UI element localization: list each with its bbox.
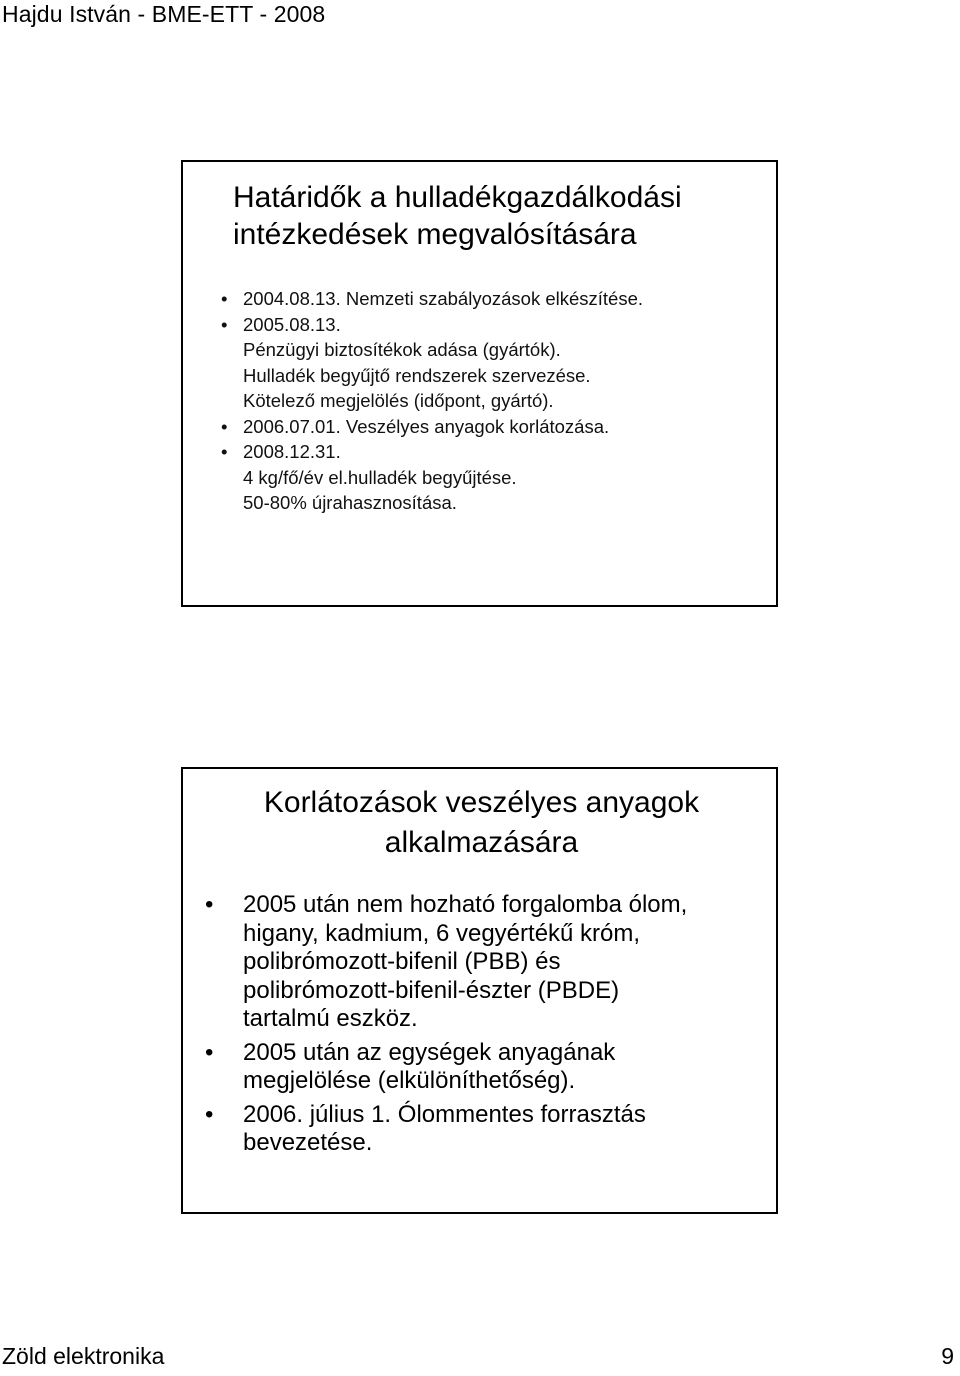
slide-title [183, 783, 780, 863]
bullet-icon: • [221, 415, 228, 437]
item-line: megjelölése (elkülöníthetőség). [243, 1067, 576, 1094]
item-line: polibrómozott-bifenil-észter (PBDE) [243, 976, 620, 1004]
list-item [221, 312, 771, 414]
bullet-icon: • [205, 1038, 214, 1066]
item-line: Pénzügyi biztosítékok adása (gyártók). [243, 339, 561, 360]
slide-title [233, 179, 773, 253]
item-line: 2005.08.13. [243, 313, 341, 335]
list-item [221, 286, 771, 312]
item-line: 4 kg/fő/év el.hulladék begyűjtése. [243, 466, 517, 488]
slide-restrictions [181, 767, 778, 1214]
item-line: bevezetése. [243, 1129, 373, 1156]
list-item [221, 414, 771, 440]
item-line: higany, kadmium, 6 vegyértékű króm, [243, 919, 641, 947]
bullet-list [221, 286, 771, 516]
list-item [205, 891, 765, 1034]
item-line: polibrómozott-bifenil (PBB) és [243, 948, 561, 975]
title-line: Határidők a hulladékgazdálkodási [233, 181, 682, 214]
title-line: intézkedések megvalósítására [233, 218, 637, 251]
title-line: Korlátozások veszélyes anyagok [263, 786, 700, 819]
item-line: 50-80% újrahasznosítása. [243, 492, 457, 513]
list-item [205, 1039, 765, 1096]
title-line: alkalmazására [384, 826, 579, 859]
list-item [205, 1101, 765, 1158]
page-header: Hajdu István - BME-ETT - 2008 [2, 1, 326, 27]
item-line: 2006.07.01. Veszélyes anyagok korlátozása. [243, 415, 610, 437]
bullet-icon: • [205, 1100, 214, 1128]
list-item [221, 439, 771, 516]
item-line: Hulladék begyűjtő rendszerek szervezése. [243, 364, 591, 386]
item-line: 2005 után nem hozható forgalomba ólom, [243, 891, 688, 918]
item-line: Kötelező megjelölés (időpont, gyártó). [243, 390, 554, 411]
bullet-icon: • [221, 288, 228, 309]
item-line: 2008.12.31. [243, 441, 341, 462]
item-line: 2004.08.13. Nemzeti szabályozások elkészítése. [243, 288, 644, 309]
bullet-list [205, 891, 765, 1163]
item-line: 2006. július 1. Ólommentes forrasztás [243, 1100, 646, 1128]
bullet-icon: • [221, 313, 228, 335]
slide-deadlines [181, 160, 778, 607]
bullet-icon: • [221, 441, 228, 462]
item-line: tartalmú eszköz. [243, 1005, 418, 1032]
bullet-icon: • [205, 891, 214, 918]
page-number: 9 [941, 1343, 954, 1369]
footer-title: Zöld elektronika [2, 1343, 165, 1369]
item-line: 2005 után az egységek anyagának [243, 1038, 616, 1066]
